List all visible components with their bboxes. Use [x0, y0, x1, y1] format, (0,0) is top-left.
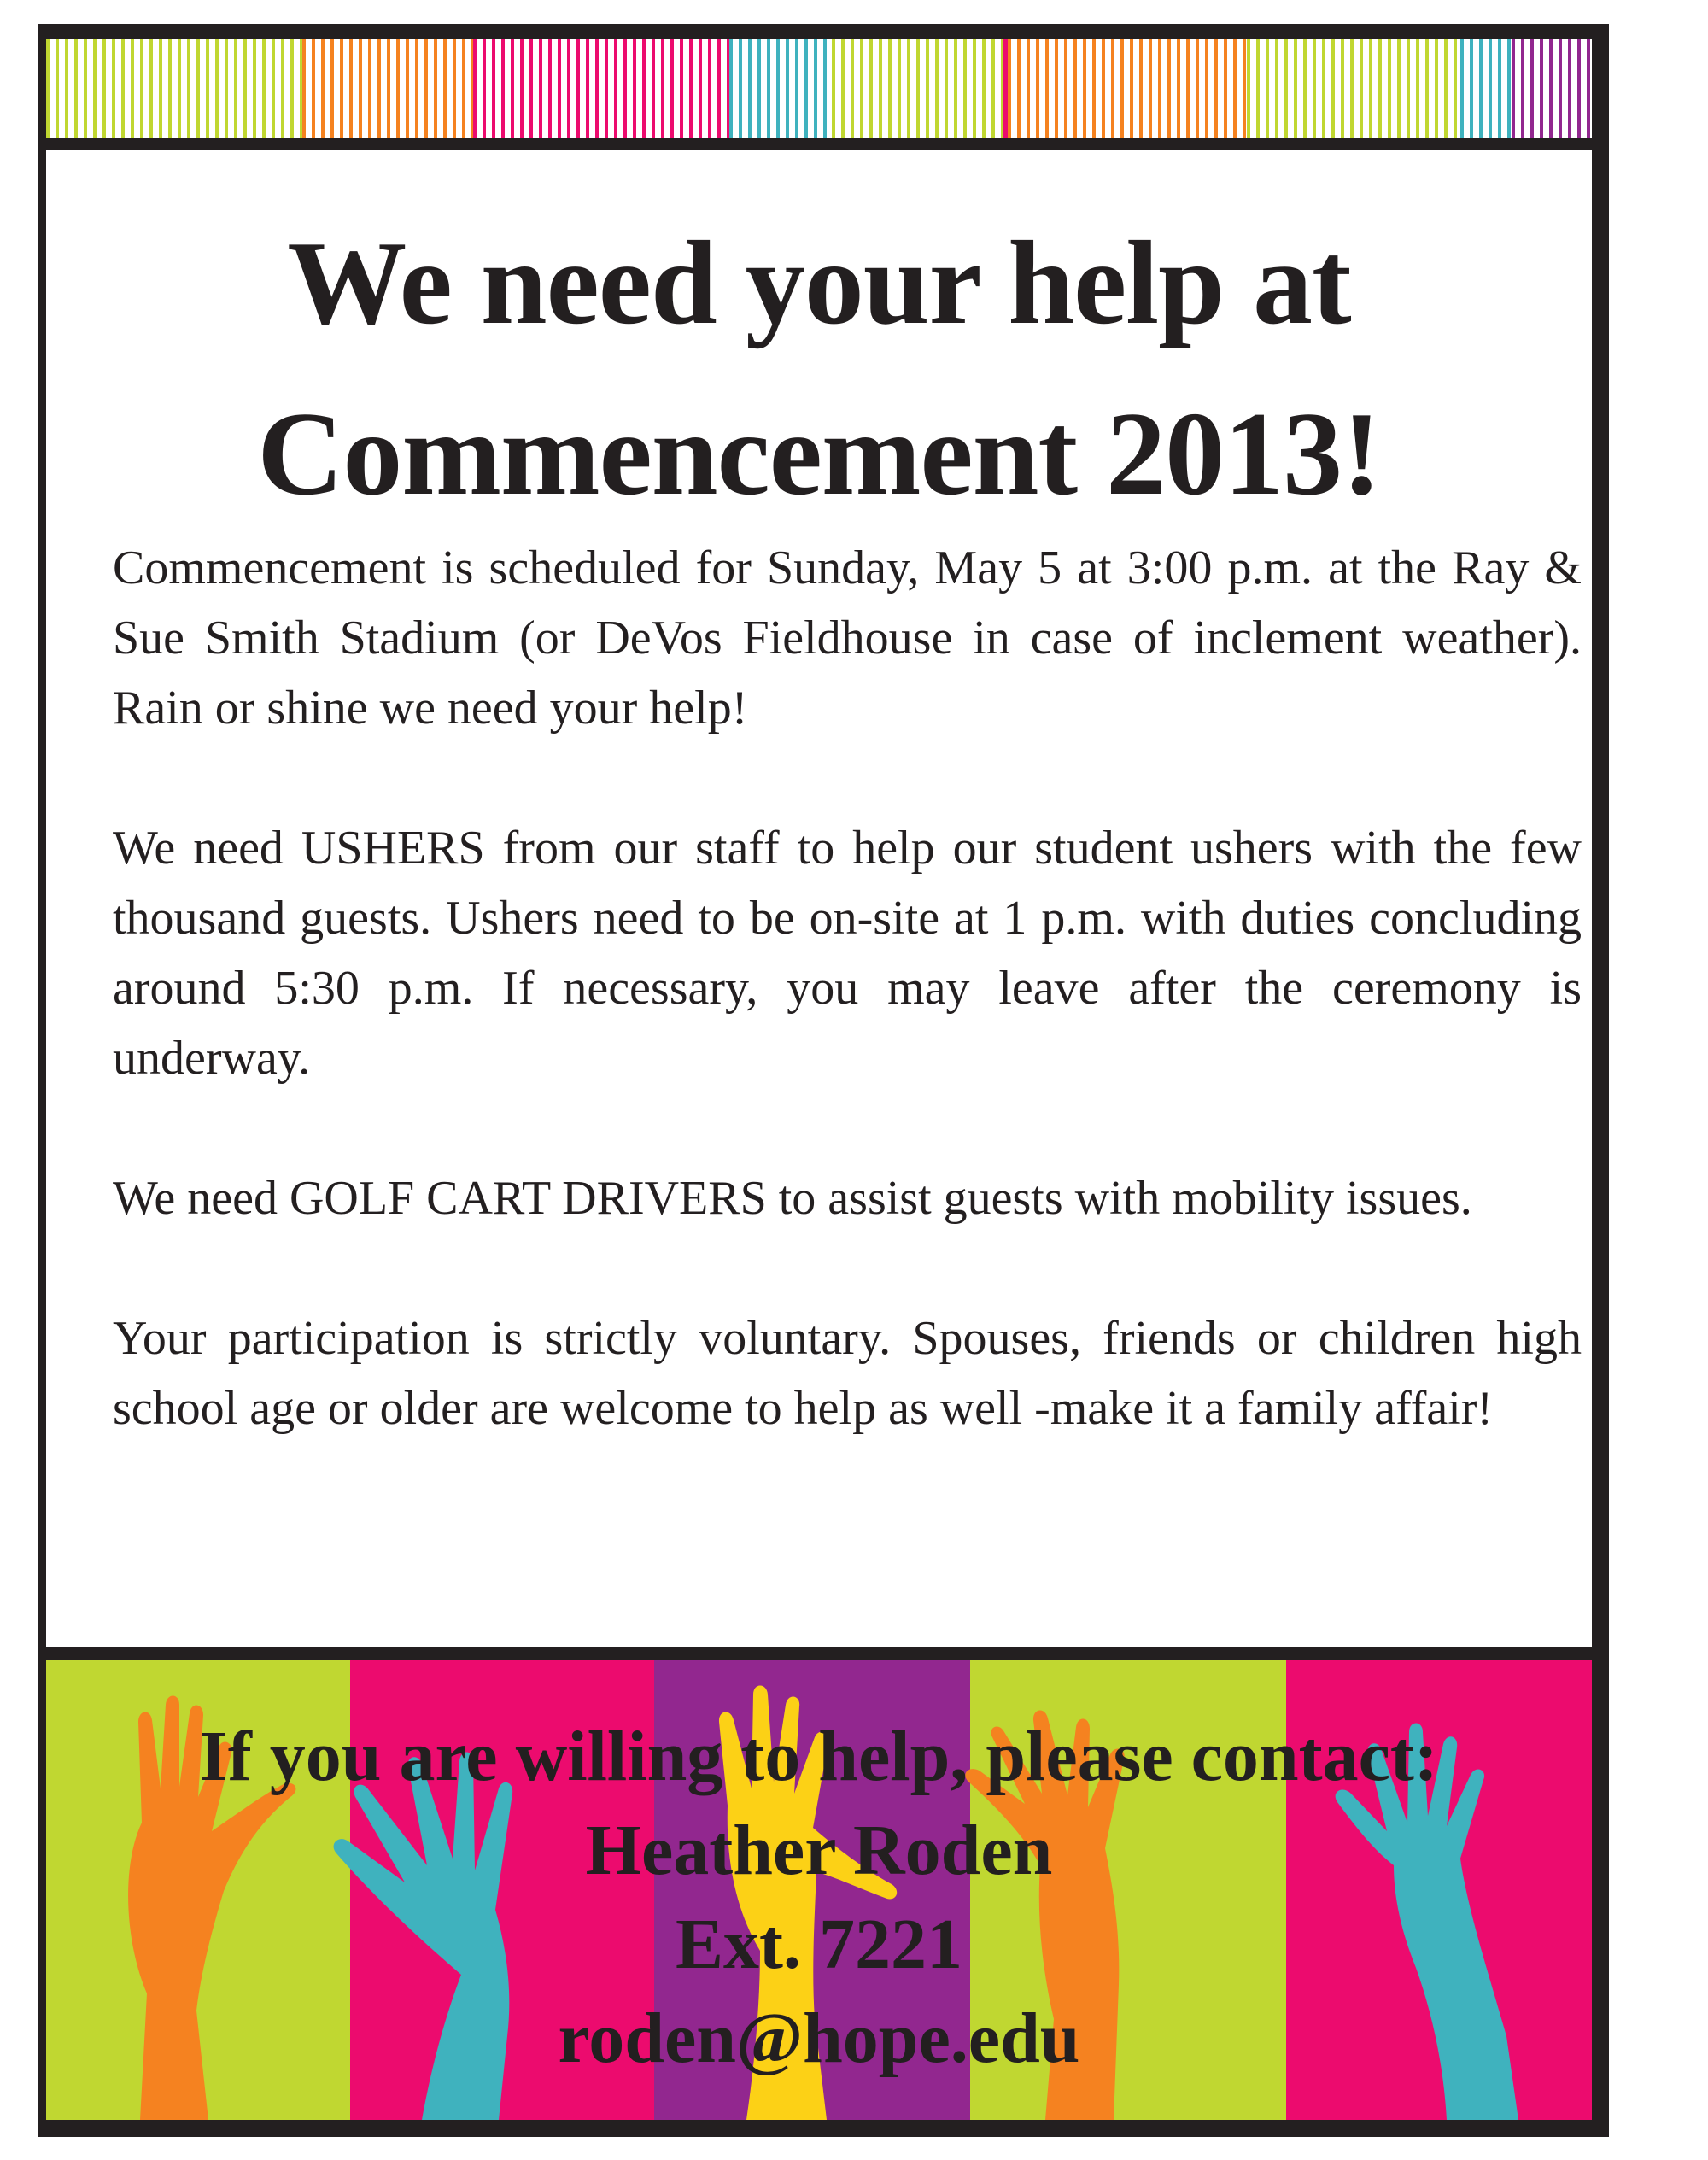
contact-email[interactable]: roden@hope.edu — [558, 1999, 1080, 2078]
contact-banner — [46, 1660, 1592, 2120]
paragraph-golf-cart: We need GOLF CART DRIVERS to assist guests with mobility issues. — [113, 1172, 1472, 1225]
contact-prompt: If you are willing to help, please contact: — [200, 1717, 1438, 1796]
stripe-segment-teal-2 — [1460, 39, 1512, 138]
paragraph-schedule: Commencement is scheduled for Sunday, May 5 at 3:00 p.m. at the Ray & Sue Smith Stadium (or DeVos Fieldhouse in case of inclement weather). Rain or shine we need your help! — [113, 541, 1582, 735]
main-content — [46, 150, 1592, 1647]
paragraph-ushers: We need USHERS from our staff to help our student ushers with the few thousand guests. Ushers need to be on-site at 1 p.m. with duties concluding around 5:30 p.m. If necessary, you may leave after the ceremony is underway. — [113, 822, 1582, 1085]
paragraph-voluntary: Your participation is strictly voluntary. Spouses, friends or children high school age or older are welcome to help as well -make it a family affair! — [113, 1312, 1582, 1435]
stripe-segment-magenta — [473, 39, 729, 138]
pinstripe-band — [46, 39, 1592, 138]
contact-extension: Ext. 7221 — [676, 1905, 962, 1984]
contact-info — [46, 1710, 1592, 2086]
stripe-segment-lime-2 — [832, 39, 1003, 138]
headline-line-2: Commencement 2013! — [257, 388, 1381, 520]
stripe-segment-orange — [302, 39, 473, 138]
contact-name: Heather Roden — [585, 1811, 1053, 1890]
stripe-segment-teal — [729, 39, 832, 138]
body-text — [113, 533, 1582, 1443]
headline-line-1: We need your help at — [287, 217, 1351, 349]
stripe-segment-lime — [46, 39, 302, 138]
stripe-segment-purple — [1512, 39, 1592, 138]
headline — [46, 198, 1592, 540]
stripe-segment-orange-2 — [1008, 39, 1247, 138]
stripe-segment-lime-3 — [1247, 39, 1460, 138]
poster-frame — [38, 24, 1609, 2137]
